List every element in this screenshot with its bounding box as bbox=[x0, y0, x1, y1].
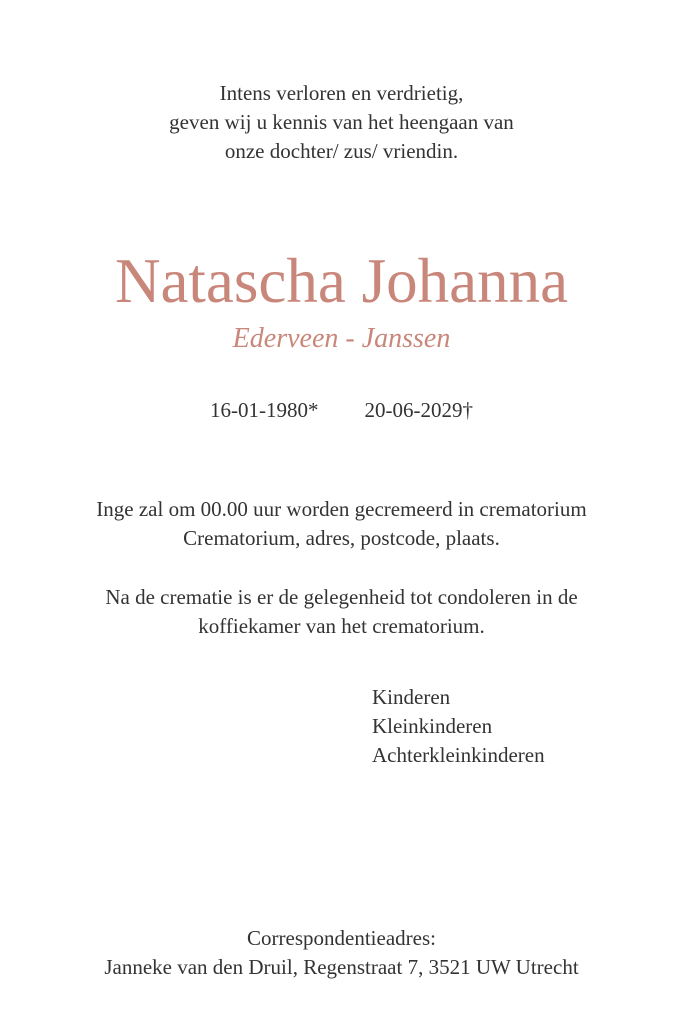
correspondence-label: Correspondentieadres: bbox=[247, 926, 436, 950]
family-item: Kinderen bbox=[372, 685, 451, 709]
cremation-info bbox=[0, 495, 683, 553]
intro-line: Intens verloren en verdrietig, bbox=[219, 81, 464, 105]
life-dates bbox=[0, 395, 683, 425]
intro-line: geven wij u kennis van het heengaan van bbox=[169, 110, 514, 134]
cremation-line: Inge zal om 00.00 uur worden gecremeerd in crematorium bbox=[96, 497, 587, 521]
correspondence-address bbox=[0, 924, 683, 982]
condolence-info bbox=[0, 583, 683, 641]
cremation-line: Crematorium, adres, postcode, plaats. bbox=[183, 526, 500, 550]
deceased-family-names: Ederveen - Janssen bbox=[232, 323, 451, 354]
family-list bbox=[372, 683, 545, 770]
birth-date: 16-01-1980* bbox=[210, 398, 319, 422]
death-date: 20-06-2029† bbox=[364, 398, 473, 422]
intro-line: onze dochter/ zus/ vriendin. bbox=[224, 139, 459, 163]
condolence-line: koffiekamer van het crematorium. bbox=[198, 614, 485, 638]
family-item: Kleinkinderen bbox=[372, 714, 493, 738]
family-item: Achterkleinkinderen bbox=[372, 743, 545, 767]
correspondence-address-line: Janneke van den Druil, Regenstraat 7, 3521 UW Utrecht bbox=[104, 955, 579, 979]
intro-text bbox=[0, 79, 683, 166]
condolence-line: Na de crematie is er de gelegenheid tot condoleren in de bbox=[105, 585, 578, 609]
deceased-name: Natascha Johanna bbox=[114, 246, 569, 316]
